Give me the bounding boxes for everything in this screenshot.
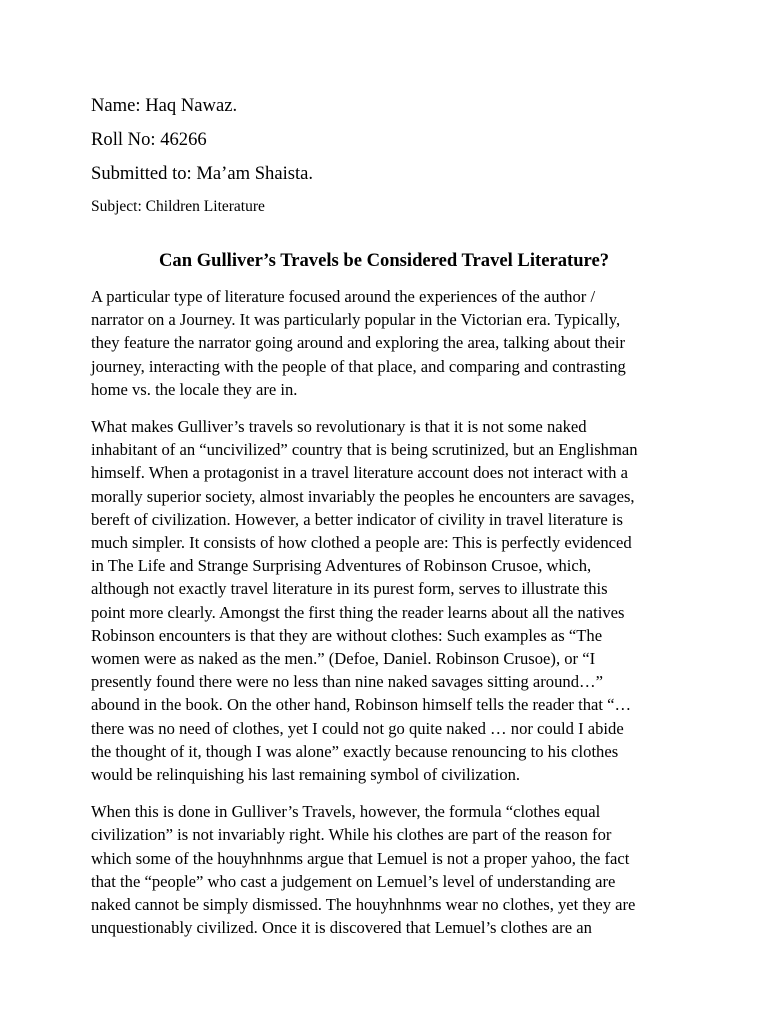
text-line: much simpler. It consists of how clothed a people are: This is perfectly evidenced [91, 533, 632, 553]
text-line: himself. When a protagonist in a travel literature account does not interact with a [91, 463, 628, 483]
text-line: home vs. the locale they are in. [91, 379, 298, 399]
paragraph-1 [91, 285, 699, 401]
text-line: bereft of civilization. However, a better indicator of civility in travel literature is [91, 509, 623, 529]
text-line: When this is done in Gulliver’s Travels, however, the formula “clothes equal [91, 802, 601, 822]
text-line: What makes Gulliver’s travels so revolutionary is that it is not some naked [91, 417, 587, 437]
text-line: point more clearly. Amongst the first thing the reader learns about all the natives [91, 602, 625, 622]
text-line: Robinson encounters is that they are without clothes: Such examples as “The [91, 625, 603, 645]
text-line: they feature the narrator going around and exploring the area, talking about their [91, 333, 626, 353]
text-line: unquestionably civilized. Once it is discovered that Lemuel’s clothes are an [91, 918, 592, 938]
essay-title: Can Gulliver’s Travels be Considered Travel Literature? [159, 250, 609, 271]
submitted-to: Submitted to: Ma’am Shaista. [91, 163, 314, 184]
roll-number: Roll No: 46266 [91, 129, 207, 150]
text-line: naked cannot be simply dismissed. The houyhnhnms wear no clothes, yet they are [91, 895, 636, 915]
text-line: abound in the book. On the other hand, Robinson himself tells the reader that “… [91, 695, 632, 715]
text-line: which some of the houyhnhnms argue that Lemuel is not a proper yahoo, the fact [91, 848, 630, 868]
text-line: in The Life and Strange Surprising Adventures of Robinson Crusoe, which, [91, 556, 592, 576]
text-line: the thought of it, though I was alone” exactly because renouncing to his clothes [91, 741, 619, 761]
text-line: journey, interacting with the people of that place, and comparing and contrasting [91, 356, 626, 376]
text-line: presently found there were no less than nine naked savages sitting around…” [91, 672, 603, 692]
text-line: civilization” is not invariably right. While his clothes are part of the reason for [91, 825, 612, 845]
text-line: narrator on a Journey. It was particularly popular in the Victorian era. Typically, [91, 310, 621, 330]
text-line: morally superior society, almost invariably the peoples he encounters are savages, [91, 486, 635, 506]
text-line: there was no need of clothes, yet I could not go quite naked … nor could I abide [91, 718, 624, 738]
text-line: women were as naked as the men.” (Defoe, Daniel. Robinson Crusoe), or “I [91, 649, 596, 669]
text-line: would be relinquishing his last remaining symbol of civilization. [91, 765, 521, 785]
paragraph-2 [91, 415, 699, 786]
subject: Subject: Children Literature [91, 198, 265, 215]
text-line: although not exactly travel literature in its purest form, serves to illustrate this [91, 579, 608, 599]
text-line: inhabitant of an “uncivilized” country that is being scrutinized, but an Englishman [91, 440, 638, 460]
text-line: A particular type of literature focused around the experiences of the author / [91, 287, 596, 306]
text-line: that the “people” who cast a judgement on Lemuel’s level of understanding are [91, 871, 616, 891]
paragraph-3 [91, 800, 699, 939]
student-name: Name: Haq Nawaz. [91, 95, 238, 116]
